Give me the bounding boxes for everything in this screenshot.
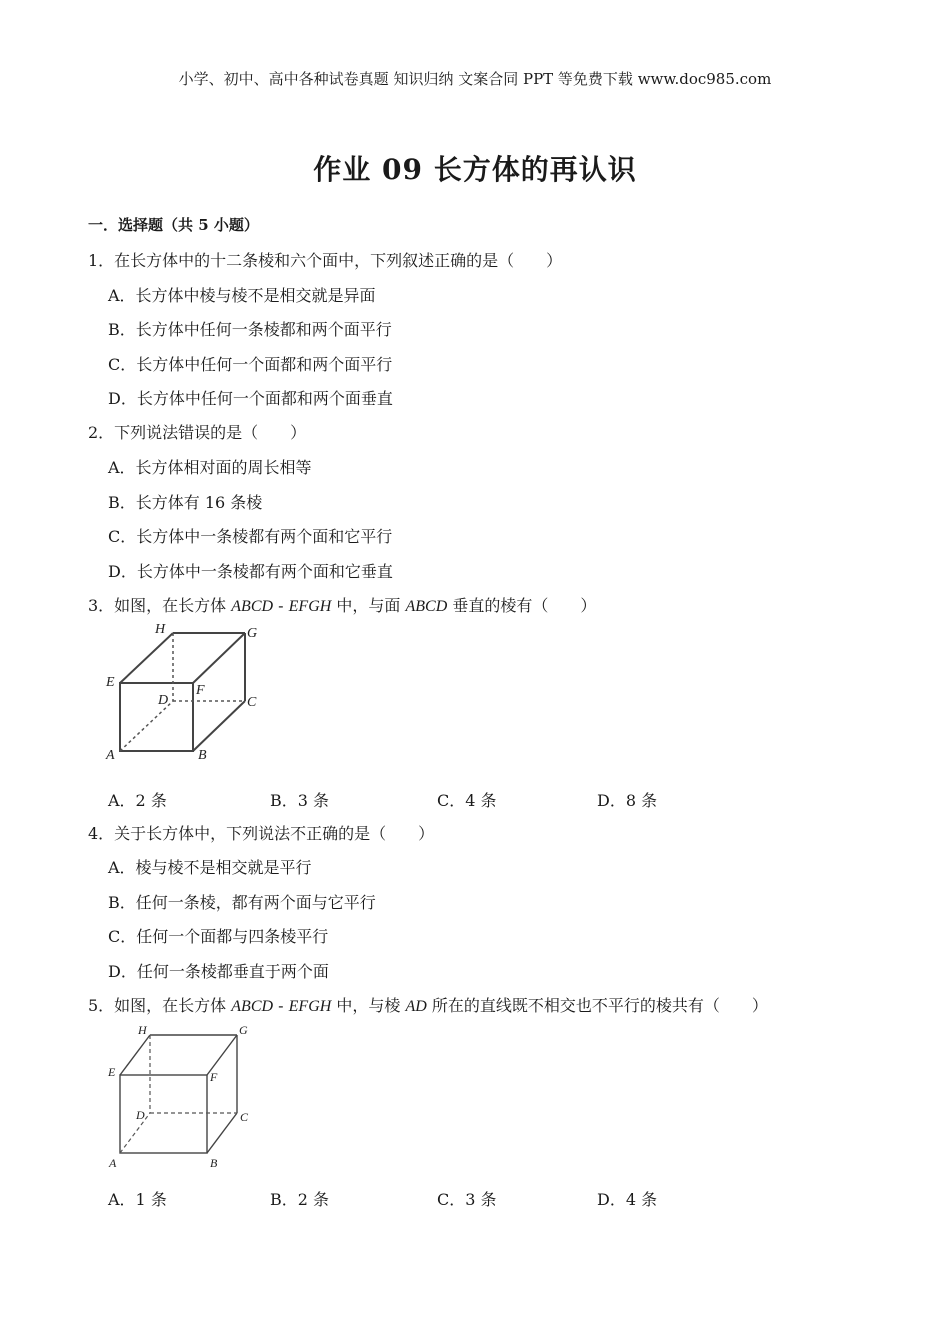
page-header: 小学、初中、高中各种试卷真题 知识归纳 文案合同 PPT 等免费下载 www.doc985.com [178,70,772,88]
question-3-stem [88,593,596,616]
section-heading: 一．选择题（共 5 小题） [88,216,259,234]
q5-label-f: F [210,1070,218,1084]
q3-label-h: H [155,622,166,637]
q5-edge-bc [207,1113,237,1153]
q3-label-a: A [106,748,115,763]
q3-edge-eh [120,633,173,683]
question-3-option-b: B．3 条 [270,791,330,810]
q5-label-b: B [210,1156,218,1170]
question-1-option-d: D．长方体中任何一个面都和两个面垂直 [108,389,393,408]
question-4-stem: 4．关于长方体中，下列说法不正确的是（ ） [88,824,435,843]
question-2-stem: 2．下列说法错误的是（ ） [88,423,307,442]
q5-front-face [120,1075,207,1153]
question-5-option-b: B．2 条 [270,1190,330,1209]
q3-label-c: C [247,695,257,710]
q3-stem-it3: ABCD [405,598,448,615]
q3-edge-fg [193,633,245,683]
q5-label-g: G [239,1023,248,1037]
q5-edge-eh [120,1035,150,1075]
question-5-stem [88,993,768,1016]
q5-label-e: E [108,1065,116,1079]
q5-stem-it1: ABCD [231,998,274,1015]
q5-stem-it2: EFGH [288,998,332,1015]
question-5-option-a: A．1 条 [108,1190,167,1209]
question-4-option-c: C．任何一个面都与四条棱平行 [108,927,329,946]
question-2-option-d: D．长方体中一条棱都有两个面和它垂直 [108,562,393,581]
q3-edge-bc [193,701,245,751]
q3-edge-ad-hidden [120,701,173,751]
question-1-stem: 1．在长方体中的十二条棱和六个面中，下列叙述正确的是（ ） [88,251,563,270]
page-title: 作业 09 长方体的再认识 [313,153,637,186]
q3-stem-post: 垂直的棱有（ ） [447,596,597,615]
q3-stem-mid1: - [273,596,289,615]
q3-stem-it1: ABCD [231,598,274,615]
question-4-option-d: D．任何一条棱都垂直于两个面 [108,962,329,981]
q5-label-d: D [136,1108,145,1122]
q5-stem-it3: AD [405,998,427,1015]
question-5-option-c: C．3 条 [437,1190,497,1209]
q3-stem-pre: 3．如图，在长方体 [88,596,232,615]
q5-stem-pre: 5．如图，在长方体 [88,996,232,1015]
question-3-option-a: A．2 条 [108,791,167,810]
q5-label-a: A [109,1156,117,1170]
q3-stem-mid2: 中，与面 [331,596,406,615]
q5-label-c: C [240,1110,249,1124]
cuboid-figure-q5 [100,1020,270,1175]
question-2-option-b: B．长方体有 16 条棱 [108,493,263,512]
cuboid-figure-q3 [100,620,270,765]
q5-stem-mid2: 中，与棱 [331,996,406,1015]
question-1-option-c: C．长方体中任何一个面都和两个面平行 [108,355,393,374]
q3-label-f: F [196,683,205,698]
question-2-option-c: C．长方体中一条棱都有两个面和它平行 [108,527,393,546]
question-5-option-d: D．4 条 [597,1190,658,1209]
q3-label-b: B [198,748,207,763]
q5-label-h: H [138,1023,147,1037]
q5-stem-post: 所在的直线既不相交也不平行的棱共有（ ） [426,996,768,1015]
q3-label-d: D [158,693,169,708]
question-1-option-b: B．长方体中任何一条棱都和两个面平行 [108,320,392,339]
q3-stem-it2: EFGH [288,598,332,615]
question-2-option-a: A．长方体相对面的周长相等 [108,458,312,477]
q5-edge-fg [207,1035,237,1075]
question-4-option-b: B．任何一条棱，都有两个面与它平行 [108,893,376,912]
question-4-option-a: A．棱与棱不是相交就是平行 [108,858,312,877]
question-3-option-c: C．4 条 [437,791,497,810]
question-3-option-d: D．8 条 [597,791,658,810]
q5-edge-ad-hidden [120,1113,150,1153]
q5-stem-mid1: - [273,996,289,1015]
q3-label-e: E [106,675,115,690]
question-1-option-a: A．长方体中棱与棱不是相交就是异面 [108,286,376,305]
q3-label-g: G [247,626,258,641]
